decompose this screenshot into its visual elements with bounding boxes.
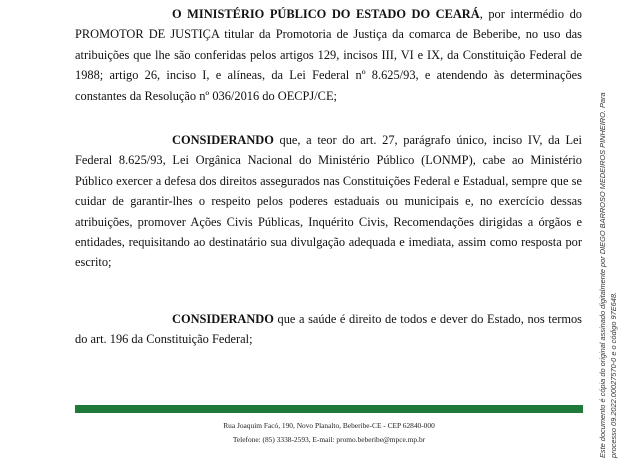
page-footer bbox=[75, 419, 583, 447]
paragraph-lead: CONSIDERANDO bbox=[172, 311, 274, 326]
side-note-line-1: Este documento é cópia do original assinado digitalmente por DIEGO BARROSO MEDEIROS PINHEIRO. Para bbox=[598, 92, 607, 458]
paragraph-considerando-2 bbox=[75, 309, 582, 350]
paragraph-lead: CONSIDERANDO bbox=[172, 133, 274, 148]
side-note-line-2: processo 09.2022.00027570-0 e o código 97E648. bbox=[608, 291, 618, 458]
paragraph-preamble bbox=[75, 4, 582, 106]
paragraph-text: , por intermédio do PROMOTOR DE JUSTIÇA titular da Promotoria de Justiça da comarca de Beberibe, no uso das atribuições que lhe são conferidas pelos artigos 129, incisos III, VI e IX, da Constituição Federal de 1988; artigo 26, inciso I, e alíneas, da Lei Federal nº 8.625/93, e atendendo às determinações constantes da Resolução nº 036/2016 do OECPJ/CE; bbox=[75, 7, 582, 103]
paragraph-text: que, a teor do art. 27, parágrafo único, inciso IV, da Lei Federal 8.625/93, Lei Orgânica Nacional do Ministério Público (LONMP), cabe ao Ministério Público exercer a defesa dos direitos assegurados nas Constituições Federal e Estadual, sempre que se cuidar de garantir-lhes o respeito pelos poderes estaduais ou municipais e, no exercício dessas atribuições, promover Ações Civis Públicas, Inquérito Civis, Recomendações dirigidas a órgãos e entidades, requisitando ao destinatário sua divulgação adequada e imediata, assim como resposta por escrito; bbox=[75, 133, 582, 270]
paragraph-lead: O MINISTÉRIO PÚBLICO DO ESTADO DO CEARÁ bbox=[172, 7, 480, 21]
footer-rule bbox=[75, 405, 583, 413]
footer-contact: Telefone: (85) 3338-2593, E-mail: promo.beberibe@mpce.mp.br bbox=[232, 435, 426, 444]
paragraph-considerando-1 bbox=[75, 130, 582, 273]
paragraph-text: que a saúde é direito de todos e dever do Estado, nos termos do art. 196 da Constituição Federal; bbox=[75, 311, 582, 347]
signature-side-note bbox=[598, 0, 619, 458]
document-body bbox=[75, 4, 582, 350]
footer-address: Rua Joaquim Facó, 190, Novo Planalto, Beberibe-CE - CEP 62840-000 bbox=[223, 421, 435, 430]
